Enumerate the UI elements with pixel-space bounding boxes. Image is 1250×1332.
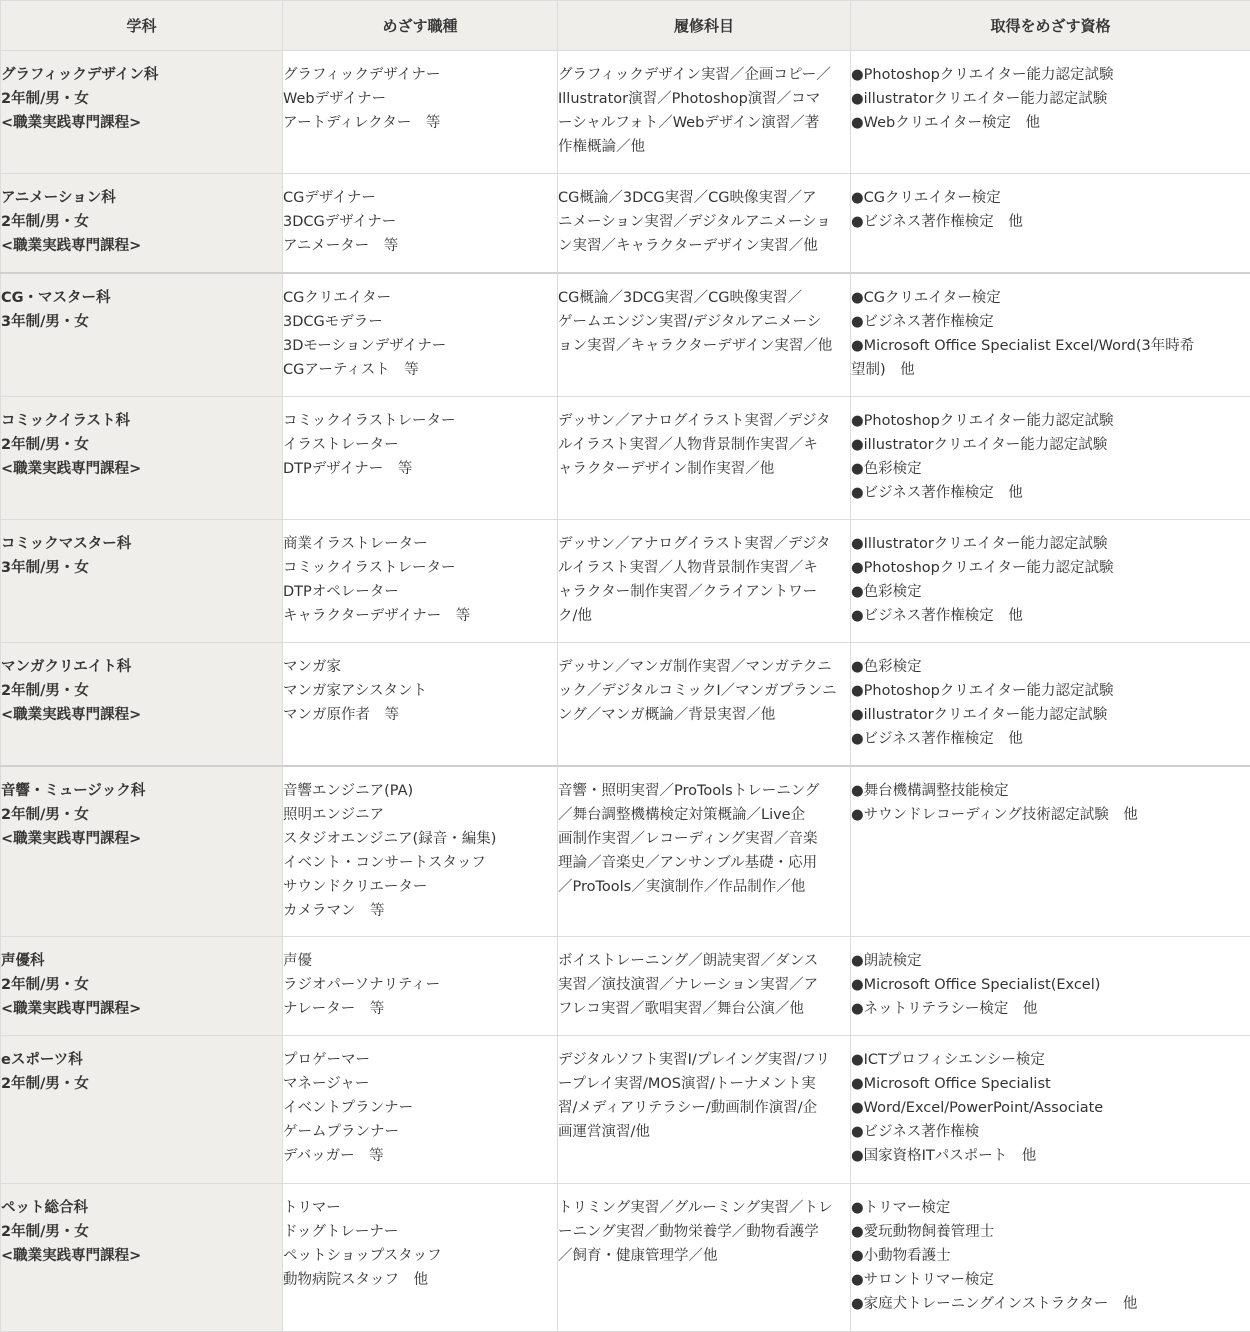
course-line: CG概論／3DCG実習／CG映像実習／: [558, 289, 802, 306]
courses-cell: [558, 397, 851, 520]
department-cell: [1, 766, 283, 937]
course-line: ルイラスト実習／人物背景制作実習／キ: [558, 437, 818, 453]
job-item: デバッガー 等: [283, 1148, 384, 1164]
job-item: ナレーター 等: [283, 1001, 385, 1017]
job-item: Webデザイナー: [283, 91, 387, 107]
course-line: ルイラスト実習／人物背景制作実習／キ: [558, 560, 818, 576]
department-line: 2年制/男・女: [1, 1076, 89, 1092]
table-row: [1, 273, 1250, 397]
job-item: ドッグトレーナー: [283, 1224, 399, 1240]
qualifications-cell: [851, 766, 1250, 937]
department-line: <職業実践専門課程>: [1, 1248, 142, 1264]
job-item: ラジオパーソナリティー: [283, 977, 441, 993]
course-line: ーニング実習／動物栄養学／動物看護学: [558, 1224, 819, 1240]
course-line: ニメーション実習／デジタルアニメーショ: [558, 214, 831, 230]
job-item: スタジオエンジニア(録音・編集): [283, 830, 497, 847]
table-row: [1, 766, 1250, 937]
department-line: <職業実践専門課程>: [1, 707, 142, 723]
job-item: 動物病院スタッフ 他: [283, 1272, 428, 1288]
department-line: ペット総合科: [1, 1200, 88, 1216]
course-line: ／ProTools／実演制作／作品制作／他: [558, 878, 806, 895]
courses-cell: [558, 520, 851, 643]
department-line: 2年制/男・女: [1, 214, 89, 230]
target-jobs-cell: [283, 937, 558, 1036]
course-line: Illustrator演習／Photoshop演習／コマ: [558, 91, 821, 107]
job-item: イベントプランナー: [283, 1100, 414, 1116]
department-cell: [1, 1036, 283, 1184]
department-cell: [1, 643, 283, 766]
course-line: ョン実習／キャラクターデザイン実習／他: [558, 337, 833, 354]
qualification-item: ●ビジネス著作権検定 他: [851, 485, 1023, 501]
qualification-item: ●サウンドレコーディング技術認定試験 他: [851, 806, 1138, 823]
qualifications-cell: [851, 397, 1250, 520]
courses-cell: [558, 937, 851, 1036]
course-line: 作権概論／他: [558, 139, 645, 155]
qualifications-cell: [851, 174, 1250, 273]
qualification-item: ●色彩検定: [851, 461, 922, 477]
job-item: CGデザイナー: [283, 190, 376, 206]
qualification-item: ●色彩検定: [851, 659, 922, 675]
qualification-item: ●ビジネス著作権検定 他: [851, 731, 1023, 747]
job-item: イベント・コンサートスタッフ: [283, 854, 486, 871]
table-row: [1, 397, 1250, 520]
course-line: 画運営演習/他: [558, 1124, 650, 1140]
course-line: 実習／演技演習／ナレーション実習／ア: [558, 977, 819, 993]
department-line: 3年制/男・女: [1, 560, 89, 576]
course-line: ／舞台調整機構検定対策概論／Live企: [558, 806, 806, 823]
table-row: [1, 174, 1250, 273]
course-line: デッサン／アナログイラスト実習／デジタ: [558, 413, 831, 429]
department-line: <職業実践専門課程>: [1, 830, 142, 847]
job-item: キャラクターデザイナー 等: [283, 608, 471, 624]
job-item: アートディレクター 等: [283, 115, 441, 131]
target-jobs-cell: [283, 520, 558, 643]
department-cell: [1, 51, 283, 174]
job-item: 3DCGデザイナー: [283, 214, 397, 230]
qualification-item: ●舞台機構調整技能検定: [851, 782, 1009, 799]
qualification-item: ●朗読検定: [851, 953, 922, 969]
job-item: マンガ家: [283, 659, 341, 675]
job-item: マンガ原作者 等: [283, 707, 399, 723]
target-jobs-cell: [283, 766, 558, 937]
qualification-item: ●トリマー検定: [851, 1200, 951, 1216]
qualifications-cell: [851, 937, 1250, 1036]
table-row: [1, 937, 1250, 1036]
department-line: コミックイラスト科: [1, 413, 131, 429]
job-item: 照明エンジニア: [283, 806, 385, 823]
department-line: 3年制/男・女: [1, 313, 89, 330]
job-item: 3DCGモデラー: [283, 313, 383, 330]
qualifications-cell: [851, 1184, 1250, 1332]
job-item: 音響エンジニア(PA): [283, 782, 414, 799]
course-line: ーシャルフォト／Webデザイン演習／著: [558, 115, 820, 131]
courses-cell: [558, 1036, 851, 1184]
course-line: ン実習／キャラクターデザイン実習／他: [558, 238, 818, 254]
target-jobs-cell: [283, 174, 558, 273]
department-line: CG・マスター科: [1, 289, 111, 306]
course-line: グラフィックデザイン実習／企画コピー／: [558, 67, 831, 83]
department-cell: [1, 174, 283, 273]
course-line: 理論／音楽史／アンサンブル基礎・応用: [558, 854, 818, 871]
qualification-item: ●色彩検定: [851, 584, 922, 600]
qualifications-cell: [851, 520, 1250, 643]
course-line: ク/他: [558, 608, 592, 624]
course-line: ／飼育・健康管理学／他: [558, 1248, 718, 1264]
target-jobs-cell: [283, 643, 558, 766]
department-cell: [1, 1184, 283, 1332]
qualification-item: ●ビジネス著作権検: [851, 1124, 980, 1140]
course-line: ック／デジタルコミックⅠ／マンガプランニ: [558, 683, 837, 699]
department-line: 音響・ミュージック科: [1, 782, 146, 799]
course-line: 音響・照明実習／ProToolsトレーニング: [558, 782, 820, 799]
header-row: [1, 1, 1250, 51]
qualification-item: ●ビジネス著作権検定 他: [851, 214, 1023, 230]
job-item: CGクリエイター: [283, 289, 392, 306]
header-department: 学科: [1, 1, 283, 51]
target-jobs-cell: [283, 397, 558, 520]
qualification-item: ●ICTプロフィシエンシー検定: [851, 1052, 1045, 1068]
course-line: ング／マンガ概論／背景実習／他: [558, 707, 776, 723]
department-line: マンガクリエイト科: [1, 659, 132, 675]
department-cell: [1, 520, 283, 643]
course-line: 画制作実習／レコーディング実習／音楽: [558, 830, 818, 847]
job-item: 商業イラストレーター: [283, 536, 428, 552]
department-line: <職業実践専門課程>: [1, 1001, 142, 1017]
department-line: 2年制/男・女: [1, 437, 89, 453]
qualification-item: ●Microsoft Office Specialist(Excel): [851, 977, 1101, 993]
qualifications-cell: [851, 51, 1250, 174]
department-line: eスポーツ科: [1, 1052, 83, 1068]
qualification-item: ●Webクリエイター検定 他: [851, 115, 1040, 131]
qualification-item: ●Word/Excel/PowerPoint/Associate: [851, 1100, 1104, 1116]
department-line: 2年制/男・女: [1, 683, 89, 699]
header-qualifications: 取得をめざす資格: [851, 1, 1250, 51]
qualification-item: ●サロントリマー検定: [851, 1272, 994, 1288]
job-item: CGアーティスト 等: [283, 361, 419, 378]
job-item: トリマー: [283, 1200, 341, 1216]
courses-cell: [558, 174, 851, 273]
course-line: ャラクターデザイン制作実習／他: [558, 461, 775, 477]
department-line: 声優科: [1, 953, 45, 969]
table-row: [1, 520, 1250, 643]
job-item: 声優: [283, 953, 312, 969]
department-line: アニメーション科: [1, 190, 116, 206]
table-row: [1, 643, 1250, 766]
target-jobs-cell: [283, 1036, 558, 1184]
header-courses: 履修科目: [558, 1, 851, 51]
department-line: 2年制/男・女: [1, 1224, 89, 1240]
job-item: コミックイラストレーター: [283, 413, 456, 429]
qualification-item: ●CGクリエイター検定: [851, 289, 1001, 306]
job-item: マンガ家アシスタント: [283, 683, 427, 699]
courses-cell: [558, 1184, 851, 1332]
qualification-item: ●illustratorクリエイター能力認定試験: [851, 707, 1108, 723]
qualifications-cell: [851, 273, 1250, 397]
table-row: [1, 51, 1250, 174]
course-line: デッサン／マンガ制作実習／マンガテクニ: [558, 659, 832, 675]
job-item: プロゲーマー: [283, 1052, 370, 1068]
qualifications-cell: [851, 1036, 1250, 1184]
courses-cell: [558, 643, 851, 766]
courses-cell: [558, 273, 851, 397]
course-line: デジタルソフト実習Ⅰ/プレイング実習/フリ: [558, 1052, 831, 1068]
target-jobs-cell: [283, 273, 558, 397]
course-line: CG概論／3DCG実習／CG映像実習／ア: [558, 190, 817, 206]
qualification-item: ●家庭犬トレーニングインストラクター 他: [851, 1296, 1138, 1312]
job-item: ペットショップスタッフ: [283, 1248, 442, 1264]
job-item: 3Dモーションデザイナー: [283, 337, 447, 354]
department-line: 2年制/男・女: [1, 806, 89, 823]
course-line: ープレイ実習/MOS演習/トーナメント実: [558, 1076, 816, 1092]
qualification-item: 望制) 他: [851, 361, 915, 378]
job-item: サウンドクリエーター: [283, 878, 428, 895]
qualification-item: ●Photoshopクリエイター能力認定試験: [851, 67, 1114, 83]
job-item: DTPオペレーター: [283, 584, 399, 600]
course-line: フレコ実習／歌唱実習／舞台公演／他: [558, 1001, 804, 1017]
job-item: アニメーター 等: [283, 238, 399, 254]
course-line: デッサン／アナログイラスト実習／デジタ: [558, 536, 831, 552]
table-body: [1, 51, 1250, 1332]
qualification-item: ●Illustratorクリエイター能力認定試験: [851, 536, 1108, 552]
department-line: <職業実践専門課程>: [1, 238, 142, 254]
table-row: [1, 1184, 1250, 1332]
course-line: トリミング実習／グルーミング実習／トレ: [558, 1200, 833, 1216]
department-cell: [1, 397, 283, 520]
qualification-item: ●illustratorクリエイター能力認定試験: [851, 437, 1108, 453]
department-cell: [1, 937, 283, 1036]
qualification-item: ●ネットリテラシー検定 他: [851, 1001, 1038, 1017]
qualification-item: ●国家資格ITパスポート 他: [851, 1148, 1037, 1164]
department-line: 2年制/男・女: [1, 977, 89, 993]
qualification-item: ●Photoshopクリエイター能力認定試験: [851, 560, 1114, 576]
job-item: イラストレーター: [283, 437, 399, 453]
job-item: カメラマン 等: [283, 902, 385, 919]
department-line: <職業実践専門課程>: [1, 461, 142, 477]
qualification-item: ●ビジネス著作権検定 他: [851, 608, 1023, 624]
qualification-item: ●CGクリエイター検定: [851, 190, 1001, 206]
qualifications-cell: [851, 643, 1250, 766]
header-target-jobs: めざす職種: [283, 1, 558, 51]
department-line: コミックマスター科: [1, 536, 132, 552]
course-line: ャラクター制作実習／クライアントワー: [558, 584, 818, 600]
department-line: 2年制/男・女: [1, 91, 89, 107]
target-jobs-cell: [283, 1184, 558, 1332]
qualification-item: ●Microsoft Office Specialist Excel/Word(3年時希: [851, 337, 1195, 354]
qualification-item: ●ビジネス著作権検定: [851, 313, 994, 330]
qualification-item: ●Microsoft Office Specialist: [851, 1076, 1051, 1092]
job-item: マネージャー: [283, 1076, 370, 1092]
course-line: ボイストレーニング／朗読実習／ダンス: [558, 953, 819, 969]
department-line: グラフィックデザイン科: [1, 67, 159, 83]
job-item: グラフィックデザイナー: [283, 67, 441, 83]
job-item: コミックイラストレーター: [283, 560, 456, 576]
department-cell: [1, 273, 283, 397]
qualification-item: ●小動物看護士: [851, 1248, 951, 1264]
qualification-item: ●愛玩動物飼養管理士: [851, 1224, 995, 1240]
department-line: <職業実践専門課程>: [1, 115, 142, 131]
table-row: [1, 1036, 1250, 1184]
courses-cell: [558, 766, 851, 937]
job-item: ゲームプランナー: [283, 1124, 399, 1140]
course-line: 習/メディアリテラシー/動画制作演習/企: [558, 1100, 818, 1116]
qualification-item: ●Photoshopクリエイター能力認定試験: [851, 683, 1114, 699]
qualification-item: ●Photoshopクリエイター能力認定試験: [851, 413, 1114, 429]
target-jobs-cell: [283, 51, 558, 174]
job-item: DTPデザイナー 等: [283, 461, 413, 477]
courses-cell: [558, 51, 851, 174]
qualification-item: ●illustratorクリエイター能力認定試験: [851, 91, 1108, 107]
course-line: ゲームエンジン実習/デジタルアニメーシ: [558, 313, 822, 330]
